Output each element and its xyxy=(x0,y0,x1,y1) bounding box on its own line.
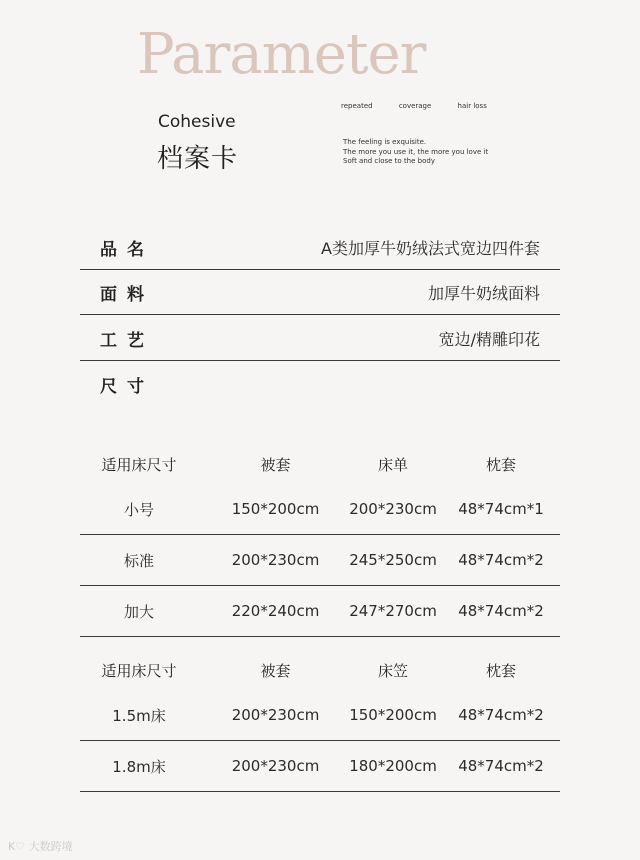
spec-label: 尺寸 xyxy=(100,377,154,397)
table-cell: 48*74cm*2 xyxy=(458,602,544,620)
spec-row-product-name xyxy=(80,225,560,270)
table-row xyxy=(80,690,560,741)
header-cell: 适用床尺寸 xyxy=(101,455,177,474)
tag-repeated: repeated xyxy=(341,102,373,110)
watermark: K♡ 大数跨境 xyxy=(8,840,73,853)
table-row xyxy=(80,586,560,637)
table-cell: 48*74cm*2 xyxy=(458,757,544,775)
brand-chinese: 档案卡 xyxy=(157,144,239,174)
header-cell: 被套 xyxy=(260,661,291,680)
table-cell: 150*200cm xyxy=(231,500,320,518)
header-cell: 枕套 xyxy=(485,455,516,474)
tagline xyxy=(343,138,488,167)
table-cell: 180*200cm xyxy=(349,757,437,775)
table-cell: 200*230cm xyxy=(231,551,320,569)
table-cell: 220*240cm xyxy=(231,602,320,620)
header-cell: 床笠 xyxy=(377,661,408,680)
table-header-row xyxy=(80,444,560,484)
header-cell: 枕套 xyxy=(485,661,516,680)
brand-english: Cohesive xyxy=(158,112,236,132)
spec-value: 加厚牛奶绒面料 xyxy=(427,284,540,303)
spec-label: 工艺 xyxy=(100,331,154,351)
tagline-line: The feeling is exquisite. xyxy=(343,138,427,146)
table-cell: 48*74cm*2 xyxy=(458,551,544,569)
table-cell: 1.8m床 xyxy=(112,757,166,776)
spec-value: A类加厚牛奶绒法式宽边四件套 xyxy=(321,239,540,258)
page-title: Parameter xyxy=(137,22,426,87)
table-cell: 150*200cm xyxy=(349,706,437,724)
table-cell: 小号 xyxy=(123,500,154,519)
tag-coverage: coverage xyxy=(398,102,432,110)
table-cell: 48*74cm*2 xyxy=(458,706,544,724)
spec-label: 品名 xyxy=(100,240,154,260)
tagline-line: Soft and close to the body xyxy=(343,157,435,165)
header-cell: 适用床尺寸 xyxy=(101,661,177,680)
size-table-sheet xyxy=(80,444,560,637)
header-cell: 被套 xyxy=(260,455,291,474)
table-cell: 200*230cm xyxy=(349,500,437,518)
spec-row-craft xyxy=(80,316,560,361)
table-cell: 200*230cm xyxy=(231,706,320,724)
table-row xyxy=(80,741,560,792)
table-header-row xyxy=(80,650,560,690)
table-cell: 标准 xyxy=(123,551,154,570)
table-cell: 247*270cm xyxy=(349,602,437,620)
table-cell: 48*74cm*1 xyxy=(458,500,544,518)
table-cell: 1.5m床 xyxy=(112,706,166,725)
spec-label: 面料 xyxy=(100,285,154,305)
feature-tags xyxy=(341,102,511,110)
table-row xyxy=(80,484,560,535)
size-table-fitted-sheet xyxy=(80,650,560,792)
table-cell: 200*230cm xyxy=(231,757,320,775)
table-cell: 加大 xyxy=(123,602,154,621)
table-cell: 245*250cm xyxy=(349,551,437,569)
spec-row-fabric xyxy=(80,270,560,315)
tag-hair-loss: hair loss xyxy=(457,102,487,110)
spec-value: 宽边/精雕印花 xyxy=(438,330,540,349)
spec-row-size xyxy=(80,362,560,406)
header-cell: 床单 xyxy=(377,455,408,474)
tagline-line: The more you use it, the more you love it xyxy=(343,147,489,156)
table-row xyxy=(80,535,560,586)
